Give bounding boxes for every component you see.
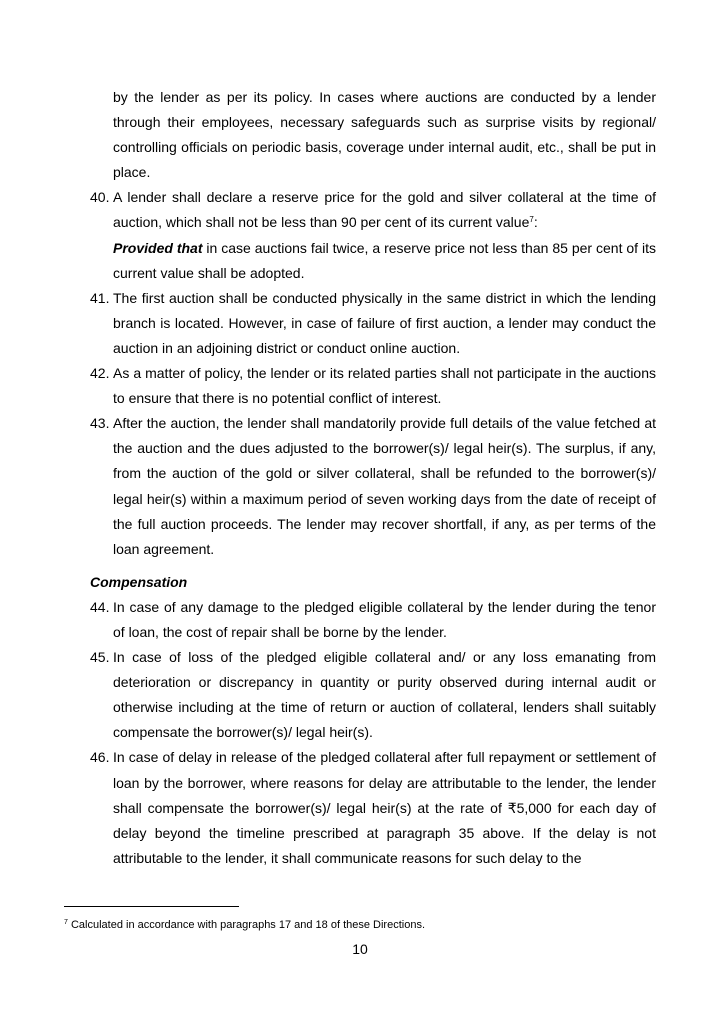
body-text <box>90 85 656 871</box>
paragraph-text: In case of loss of the pledged eligible collateral and/ or any loss emanating from deterioration or discrepancy in quantity or purity observed during internal audit or otherwise including at the time of return or auction of collateral, lenders shall suitably compensate the borrower(s)/ legal heir(s). <box>113 649 656 741</box>
paragraph-number: 43. <box>90 415 110 432</box>
paragraph-number: 44. <box>90 598 110 615</box>
paragraph-text: After the auction, the lender shall mandatorily provide full details of the value fetched at the auction and the dues adjusted to the borrower(s)/ legal heir(s). The surplus, if any, from the auction of the gold or silver collateral, shall be refunded to the borrower(s)/ legal heir(s) within a maximum period of seven working days from the date of receipt of the full auction proceeds. The lender may recover shortfall, if any, as per terms of the loan agreement. <box>113 415 656 557</box>
paragraph-text: In case of any damage to the pledged eligible collateral by the lender during the tenor of loan, the cost of repair shall be borne by the lender. <box>113 598 656 640</box>
paragraph-41 <box>90 286 656 361</box>
paragraph-44 <box>90 595 656 645</box>
paragraph-text-suffix: : <box>533 214 538 231</box>
paragraph-number: 40. <box>90 189 110 206</box>
paragraph-46 <box>90 745 656 870</box>
proviso-lead: Provided that <box>113 239 203 256</box>
paragraph-text: A lender shall declare a reserve price for the gold and silver collateral at the time of auction, which shall not be less than 90 per cent of its current value <box>113 189 656 231</box>
paragraph-42 <box>90 361 656 411</box>
proviso <box>90 236 656 286</box>
footnote <box>64 918 664 932</box>
section-heading: Compensation <box>90 573 188 590</box>
paragraph-number: 41. <box>90 289 110 306</box>
paragraph-number: 45. <box>90 649 110 666</box>
paragraph-text: In case of delay in release of the pledged collateral after full repayment or settlement of loan by the borrower, where reasons for delay are attributable to the lender, the lender shall compensate the borrower(s)/ legal heir(s) at the rate of ₹5,000 for each day of delay beyond the timeline prescribed at paragraph 35 above. If the delay is not attributable to the lender, it shall communicate reasons for such delay to the <box>113 749 656 866</box>
footnote-reference[interactable]: 7 <box>529 215 534 225</box>
paragraph-number: 46. <box>90 749 110 766</box>
paragraph-number: 42. <box>90 365 110 382</box>
footnote-text: Calculated in accordance with paragraphs 17 and 18 of these Directions. <box>67 919 426 931</box>
paragraph-43 <box>90 411 656 562</box>
proviso-text: in case auctions fail twice, a reserve price not less than 85 per cent of its current value shall be adopted. <box>113 239 656 281</box>
paragraph-45 <box>90 645 656 745</box>
footnote-divider <box>64 906 239 907</box>
page-number: 10 <box>352 941 368 957</box>
paragraph-text: The first auction shall be conducted physically in the same district in which the lending branch is located. However, in case of failure of first auction, a lender may conduct the auction in an adjoining district or conduct online auction. <box>113 289 656 356</box>
paragraph-text: As a matter of policy, the lender or its related parties shall not participate in the auctions to ensure that there is no potential conflict of interest. <box>113 365 656 407</box>
footnote-marker: 7 <box>64 919 68 926</box>
paragraph-40 <box>90 185 656 235</box>
continued-paragraph: by the lender as per its policy. In cases where auctions are conducted by a lender through their employees, necessary safeguards such as surprise visits by regional/ controlling officials on periodic basis, coverage under internal audit, etc., shall be put in place. <box>113 89 656 181</box>
